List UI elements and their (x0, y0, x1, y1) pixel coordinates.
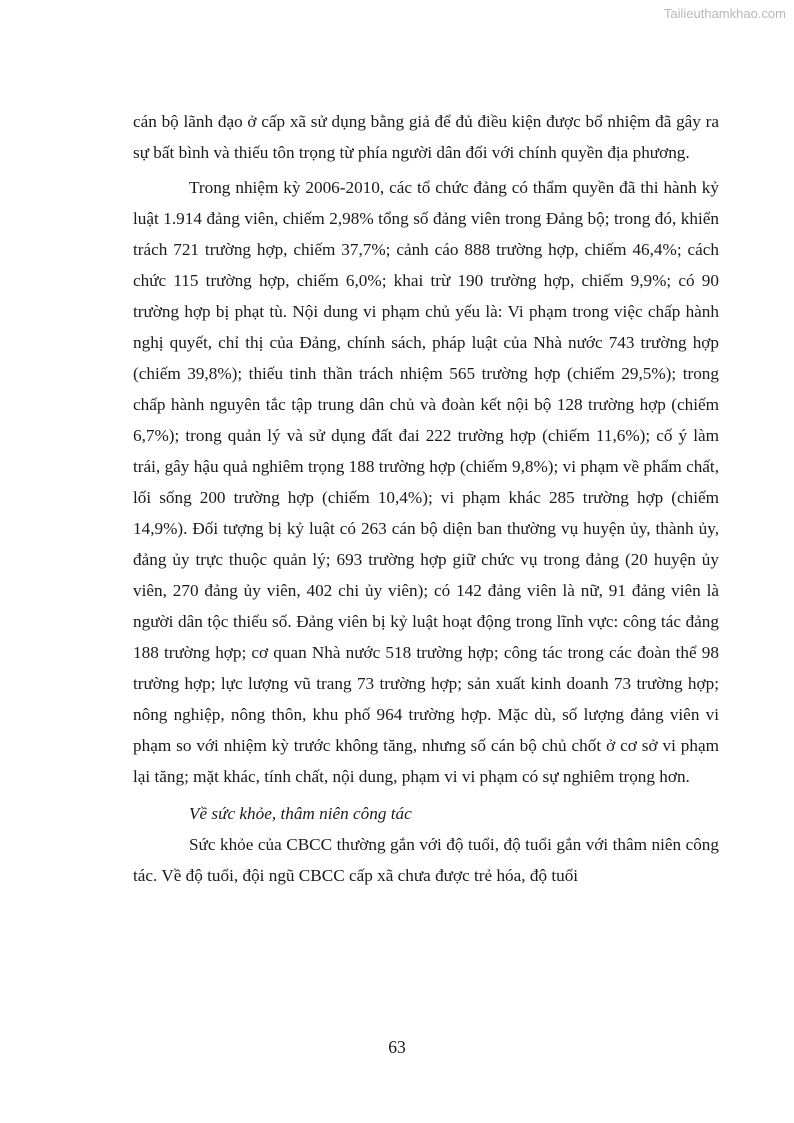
paragraph-discipline-statistics: Trong nhiệm kỳ 2006-2010, các tổ chức đảng có thẩm quyền đã thi hành kỷ luật 1.914 đảng viên, chiếm 2,98% tổng số đảng viên trong Đảng bộ; trong đó, khiển trách 721 trường hợp, chiếm 37,7%; cảnh cáo 888 trường hợp, chiếm 46,4%; cách chức 115 trường hợp, chiếm 6,0%; khai trừ 190 trường hợp, chiếm 9,9%; có 90 trường hợp bị phạt tù. Nội dung vi phạm chủ yếu là: Vi phạm trong việc chấp hành nghị quyết, chỉ thị của Đảng, chính sách, pháp luật của Nhà nước 743 trường hợp (chiếm 39,8%); thiếu tinh thần trách nhiệm 565 trường hợp (chiếm 29,5%); trong chấp hành nguyên tắc tập trung dân chủ và đoàn kết nội bộ 128 trường hợp (chiếm 6,7%); trong quản lý và sử dụng đất đai 222 trường hợp (chiếm 11,6%); cố ý làm trái, gây hậu quả nghiêm trọng 188 trường hợp (chiếm 9,8%); vi phạm về phẩm chất, lối sống 200 trường hợp (chiếm 10,4%); vi phạm khác 285 trường hợp (chiếm 14,9%). Đối tượng bị kỷ luật có 263 cán bộ diện ban thường vụ huyện ủy, thành ủy, đảng ủy trực thuộc quản lý; 693 trường hợp giữ chức vụ trong đảng (20 huyện ủy viên, 270 đảng ủy viên, 402 chi ủy viên); có 142 đảng viên là nữ, 91 đảng viên là người dân tộc thiểu số. Đảng viên bị kỷ luật hoạt động trong lĩnh vực: công tác đảng 188 trường hợp; cơ quan Nhà nước 518 trường hợp; công tác trong các đoàn thể 98 trường hợp; lực lượng vũ trang 73 trường hợp; sản xuất kinh doanh 73 trường hợp; nông nghiệp, nông thôn, khu phố 964 trường hợp. Mặc dù, số lượng đảng viên vi phạm so với nhiệm kỳ trước không tăng, nhưng số cán bộ chủ chốt ở cơ sở vi phạm lại tăng; mặt khác, tính chất, nội dung, phạm vi vi phạm có sự nghiêm trọng hơn. (133, 178, 719, 786)
page-body (133, 106, 719, 891)
paragraph-continuation: cán bộ lãnh đạo ở cấp xã sử dụng bằng giả để đủ điều kiện được bổ nhiệm đã gây ra sự bất bình và thiếu tôn trọng từ phía người dân đối với chính quyền địa phương. (133, 112, 719, 162)
watermark: Tailieuthamkhao.com (663, 6, 786, 21)
paragraph-health-age: Sức khỏe của CBCC thường gắn với độ tuổi, độ tuổi gắn với thâm niên công tác. Về độ tuổi, đội ngũ CBCC cấp xã chưa được trẻ hóa, độ tuổi (133, 835, 719, 885)
page-number: 63 (388, 1037, 406, 1057)
section-heading-health-seniority: Về sức khỏe, thâm niên công tác (189, 804, 412, 823)
